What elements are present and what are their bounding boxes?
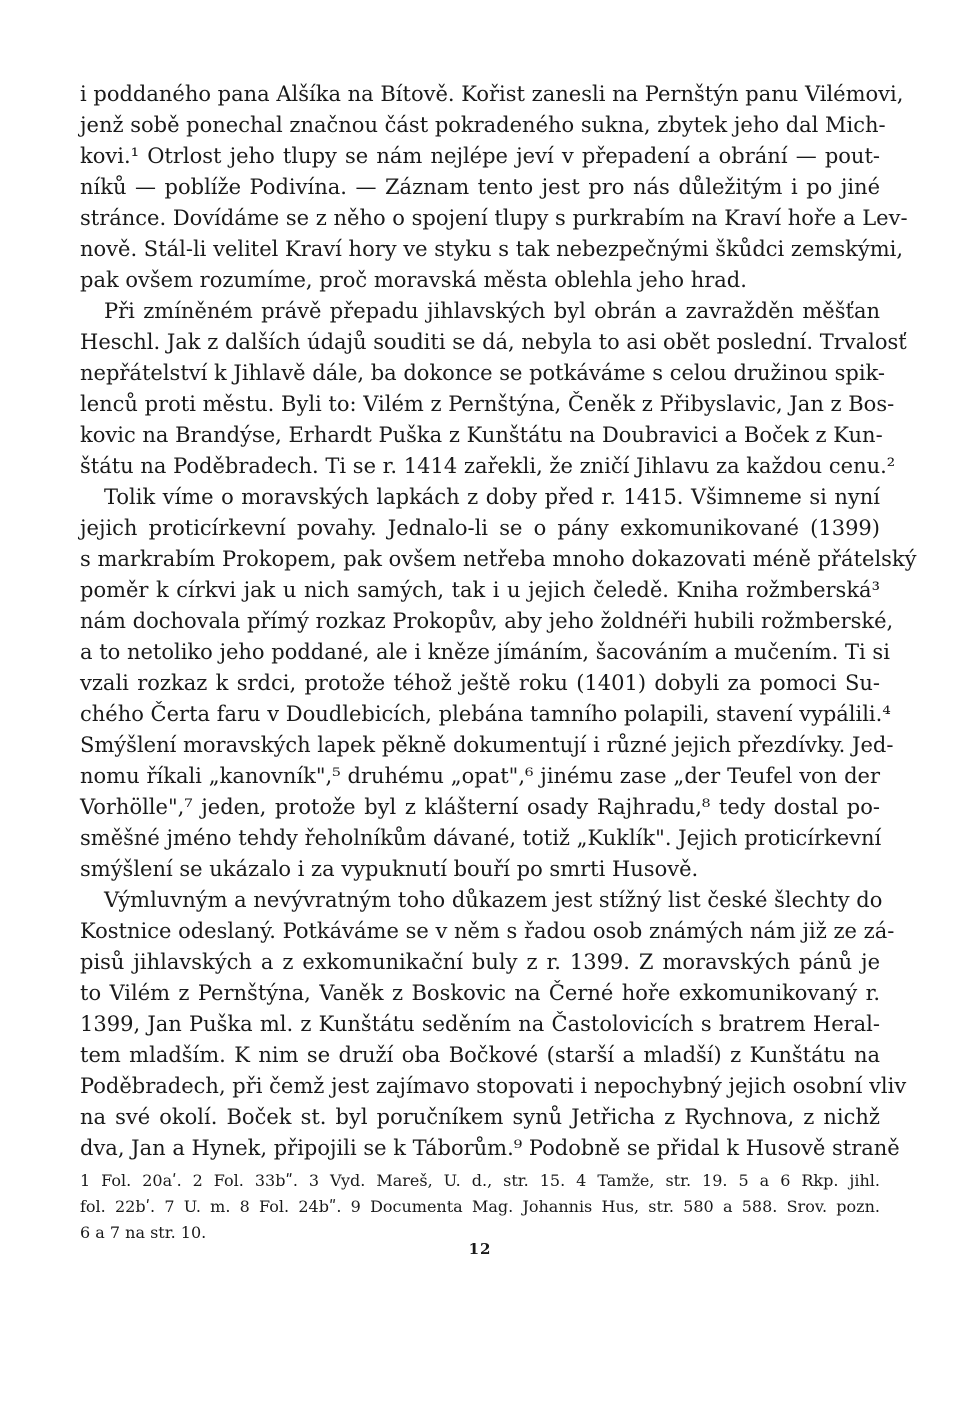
body-line: dva, Jan a Hynek, připojili se k Táborům.⁹ Podobně se přidal k Husově straně (80, 1136, 900, 1160)
body-line: vzali rozkaz k srdci, protože téhož ještě roku (1401) dobyli za pomoci Su- (80, 671, 880, 695)
body-line: Výmluvným a nevývratným toho důkazem jest stížný list české šlechty do (104, 888, 883, 912)
body-line: nám dochovala přímý rozkaz Prokopův, aby jeho žoldnéři hubili rožmberské, (80, 609, 894, 633)
body-line: lenců proti městu. Byli to: Vilém z Pernštýna, Čeněk z Přibyslavic, Jan z Bos- (80, 392, 895, 416)
body-line: pak ovšem rozumíme, proč moravská města oblehla jeho hrad. (80, 268, 747, 292)
body-line: jenž sobě ponechal značnou část pokradeného sukna, zbytek jeho dal Mich- (80, 113, 886, 137)
body-line: nepřátelství k Jihlavě dále, ba dokonce se potkáváme s celou družinou spik- (80, 361, 886, 385)
body-line: a to netoliko jeho poddané, ale i kněze jímáním, šacováním a mučením. Ti si (80, 640, 890, 664)
body-line: chého Čerta faru v Doudlebicích, plebána tamního polapili, stavení vypálili.⁴ (80, 702, 891, 726)
body-line: Vorhölle",⁷ jeden, protože byl z klášterní osady Rajhradu,⁸ tedy dostal po- (80, 795, 880, 819)
body-line: kovic na Brandýse, Erhardt Puška z Kunštátu na Doubravici a Boček z Kun- (80, 423, 883, 447)
body-line: kovi.¹ Otrlost jeho tlupy se nám nejlépe jeví v přepadení a obrání — pout- (80, 144, 880, 168)
body-line: nomu říkali „kanovník",⁵ druhému „opat",⁶ jinému zase „der Teufel von der (80, 764, 880, 788)
body-line: nově. Stál-li velitel Kraví hory ve styku s tak nebezpečnými škůdci zemskými, (80, 237, 903, 261)
body-line: jejich proticírkevní povahy. Jednalo-li se o pány exkomunikované (1399) (80, 516, 880, 540)
body-line: smýšlení se ukázalo i za vypuknutí bouří po smrti Husově. (80, 857, 699, 881)
footnote-line: 1 Fol. 20aʹ. 2 Fol. 33bʺ. 3 Vyd. Mareš, U. d., str. 15. 4 Tamže, str. 19. 5 a 6 Rkp. jihl. (80, 1171, 880, 1190)
body-line: tem mladším. K nim se druží oba Bočkové (starší a mladší) z Kunštátu na (80, 1043, 880, 1067)
body-line: Heschl. Jak z dalších údajů souditi se dá, nebyla to asi obět poslední. Trvalosť (80, 330, 907, 354)
body-line: směšné jméno tehdy řeholníkům dávané, totiž „Kuklík". Jejich proticírkevní (80, 826, 882, 850)
body-line: Při zmíněném právě přepadu jihlavských byl obrán a zavražděn měšťan (104, 299, 880, 323)
footnote-line: 6 a 7 na str. 10. (80, 1223, 207, 1242)
body-line: Smýšlení moravských lapek pěkně dokumentují i různé jejich přezdívky. Jed- (80, 733, 894, 757)
body-line: i poddaného pana Alšíka na Bítově. Kořist zanesli na Pernštýn panu Vilémovi, (80, 82, 904, 106)
footnote-line: fol. 22bʹ. 7 U. m. 8 Fol. 24bʺ. 9 Documenta Mag. Johannis Hus, str. 580 a 588. Srov. pozn. (80, 1197, 880, 1216)
body-line: Poděbradech, při čemž jest zajímavo stopovati i nepochybný jejich osobní vliv (80, 1074, 907, 1098)
body-line: pisů jihlavských a z exkomunikační buly z r. 1399. Z moravských pánů je (80, 950, 880, 974)
body-line: Tolik víme o moravských lapkách z doby před r. 1415. Všimneme si nyní (104, 485, 880, 509)
body-line: poměr k církvi jak u nich samých, tak i u jejich čeledě. Kniha rožmberská³ (80, 578, 880, 602)
body-line: na své okolí. Boček st. byl poručníkem synů Jetřicha z Rychnova, z nichž (80, 1105, 880, 1129)
body-line: 1399, Jan Puška ml. z Kunštátu seděním na Častolovicích s bratrem Heral- (80, 1012, 880, 1036)
body-line: to Vilém z Pernštýna, Vaněk z Boskovic na Černé hoře exkomunikovaný r. (80, 981, 880, 1005)
body-line: stránce. Dovídáme se z něho o spojení tlupy s purkrabím na Kraví hoře a Lev- (80, 206, 908, 230)
body-line: Kostnice odeslaný. Potkáváme se v něm s řadou osob známých nám již ze zá- (80, 919, 895, 943)
page-number: 12 (468, 1240, 492, 1258)
body-line: níků — poblíže Podivína. — Záznam tento jest pro nás důležitým i po jiné (80, 175, 880, 199)
body-line: štátu na Poděbradech. Ti se r. 1414 zařekli, že zničí Jihlavu za každou cenu.² (80, 454, 896, 478)
body-line: s markrabím Prokopem, pak ovšem netřeba mnoho dokazovati méně přátelský (80, 547, 917, 571)
